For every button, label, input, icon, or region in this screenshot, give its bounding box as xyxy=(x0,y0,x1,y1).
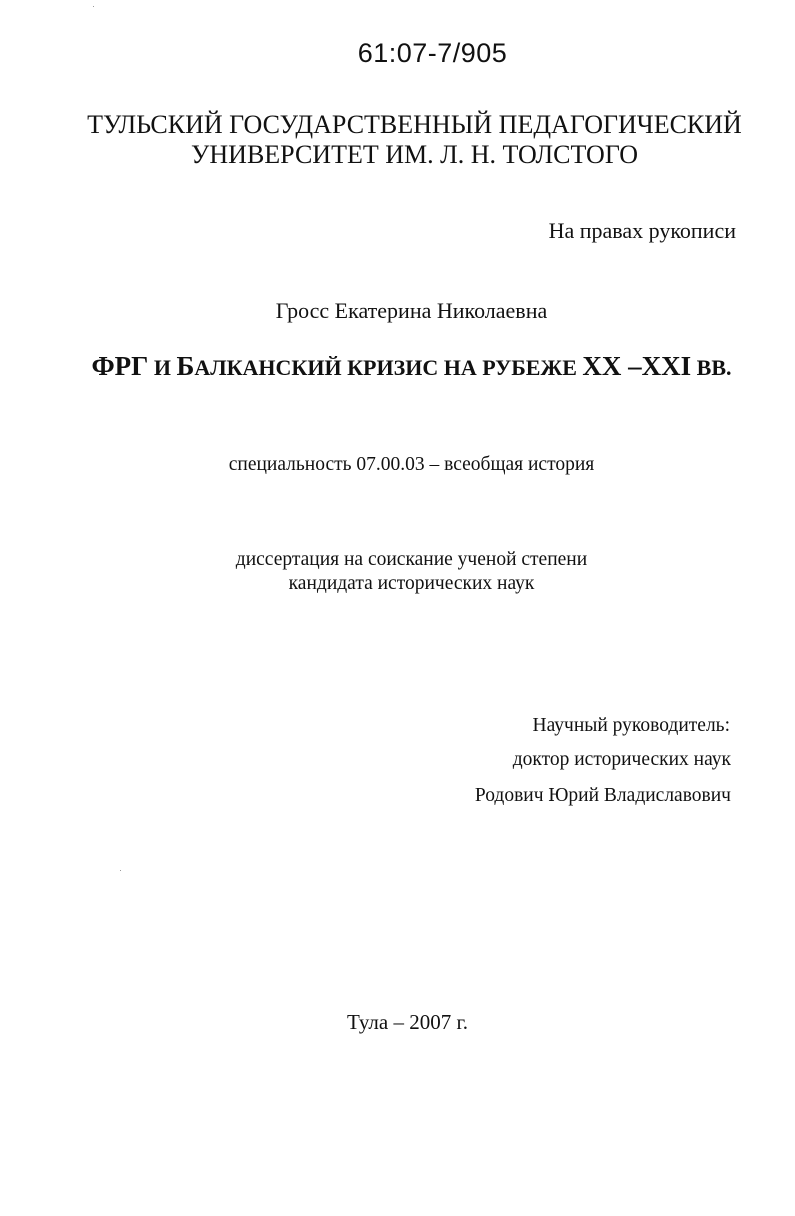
degree-line-1: диссертация на соискание ученой степени xyxy=(235,549,588,570)
place-and-year: Тула – 2007 г. xyxy=(347,1010,468,1034)
title-part: И xyxy=(148,355,177,380)
institution-line-2: УНИВЕРСИТЕТ ИМ. Л. Н. ТОЛСТОГО xyxy=(190,140,638,169)
rights-note: На правах рукописи xyxy=(548,218,736,243)
title-part: Б xyxy=(176,351,195,381)
institution-line-1: ТУЛЬСКИЙ ГОСУДАРСТВЕННЫЙ ПЕДАГОГИЧЕСКИЙ xyxy=(87,110,742,139)
title-part: АЛКАНСКИЙ КРИЗИС НА РУБЕЖЕ xyxy=(194,355,583,380)
degree-line-2: кандидата исторических наук xyxy=(288,573,535,594)
scan-artifact xyxy=(120,870,121,871)
scan-artifact xyxy=(93,6,94,7)
dissertation-title xyxy=(0,351,795,382)
author-name: Гросс Екатерина Николаевна xyxy=(275,298,548,323)
catalog-number: 61:07-7/905 xyxy=(357,38,508,68)
advisor-degree: доктор исторических наук xyxy=(512,749,731,770)
title-part: ФРГ xyxy=(91,351,149,381)
advisor-label: Научный руководитель: xyxy=(532,715,730,736)
title-part: ВВ. xyxy=(691,355,732,380)
specialty: специальность 07.00.03 – всеобщая история xyxy=(228,454,595,475)
title-part: XX –XXI xyxy=(582,351,692,381)
advisor-name: Родович Юрий Владиславович xyxy=(474,785,731,806)
